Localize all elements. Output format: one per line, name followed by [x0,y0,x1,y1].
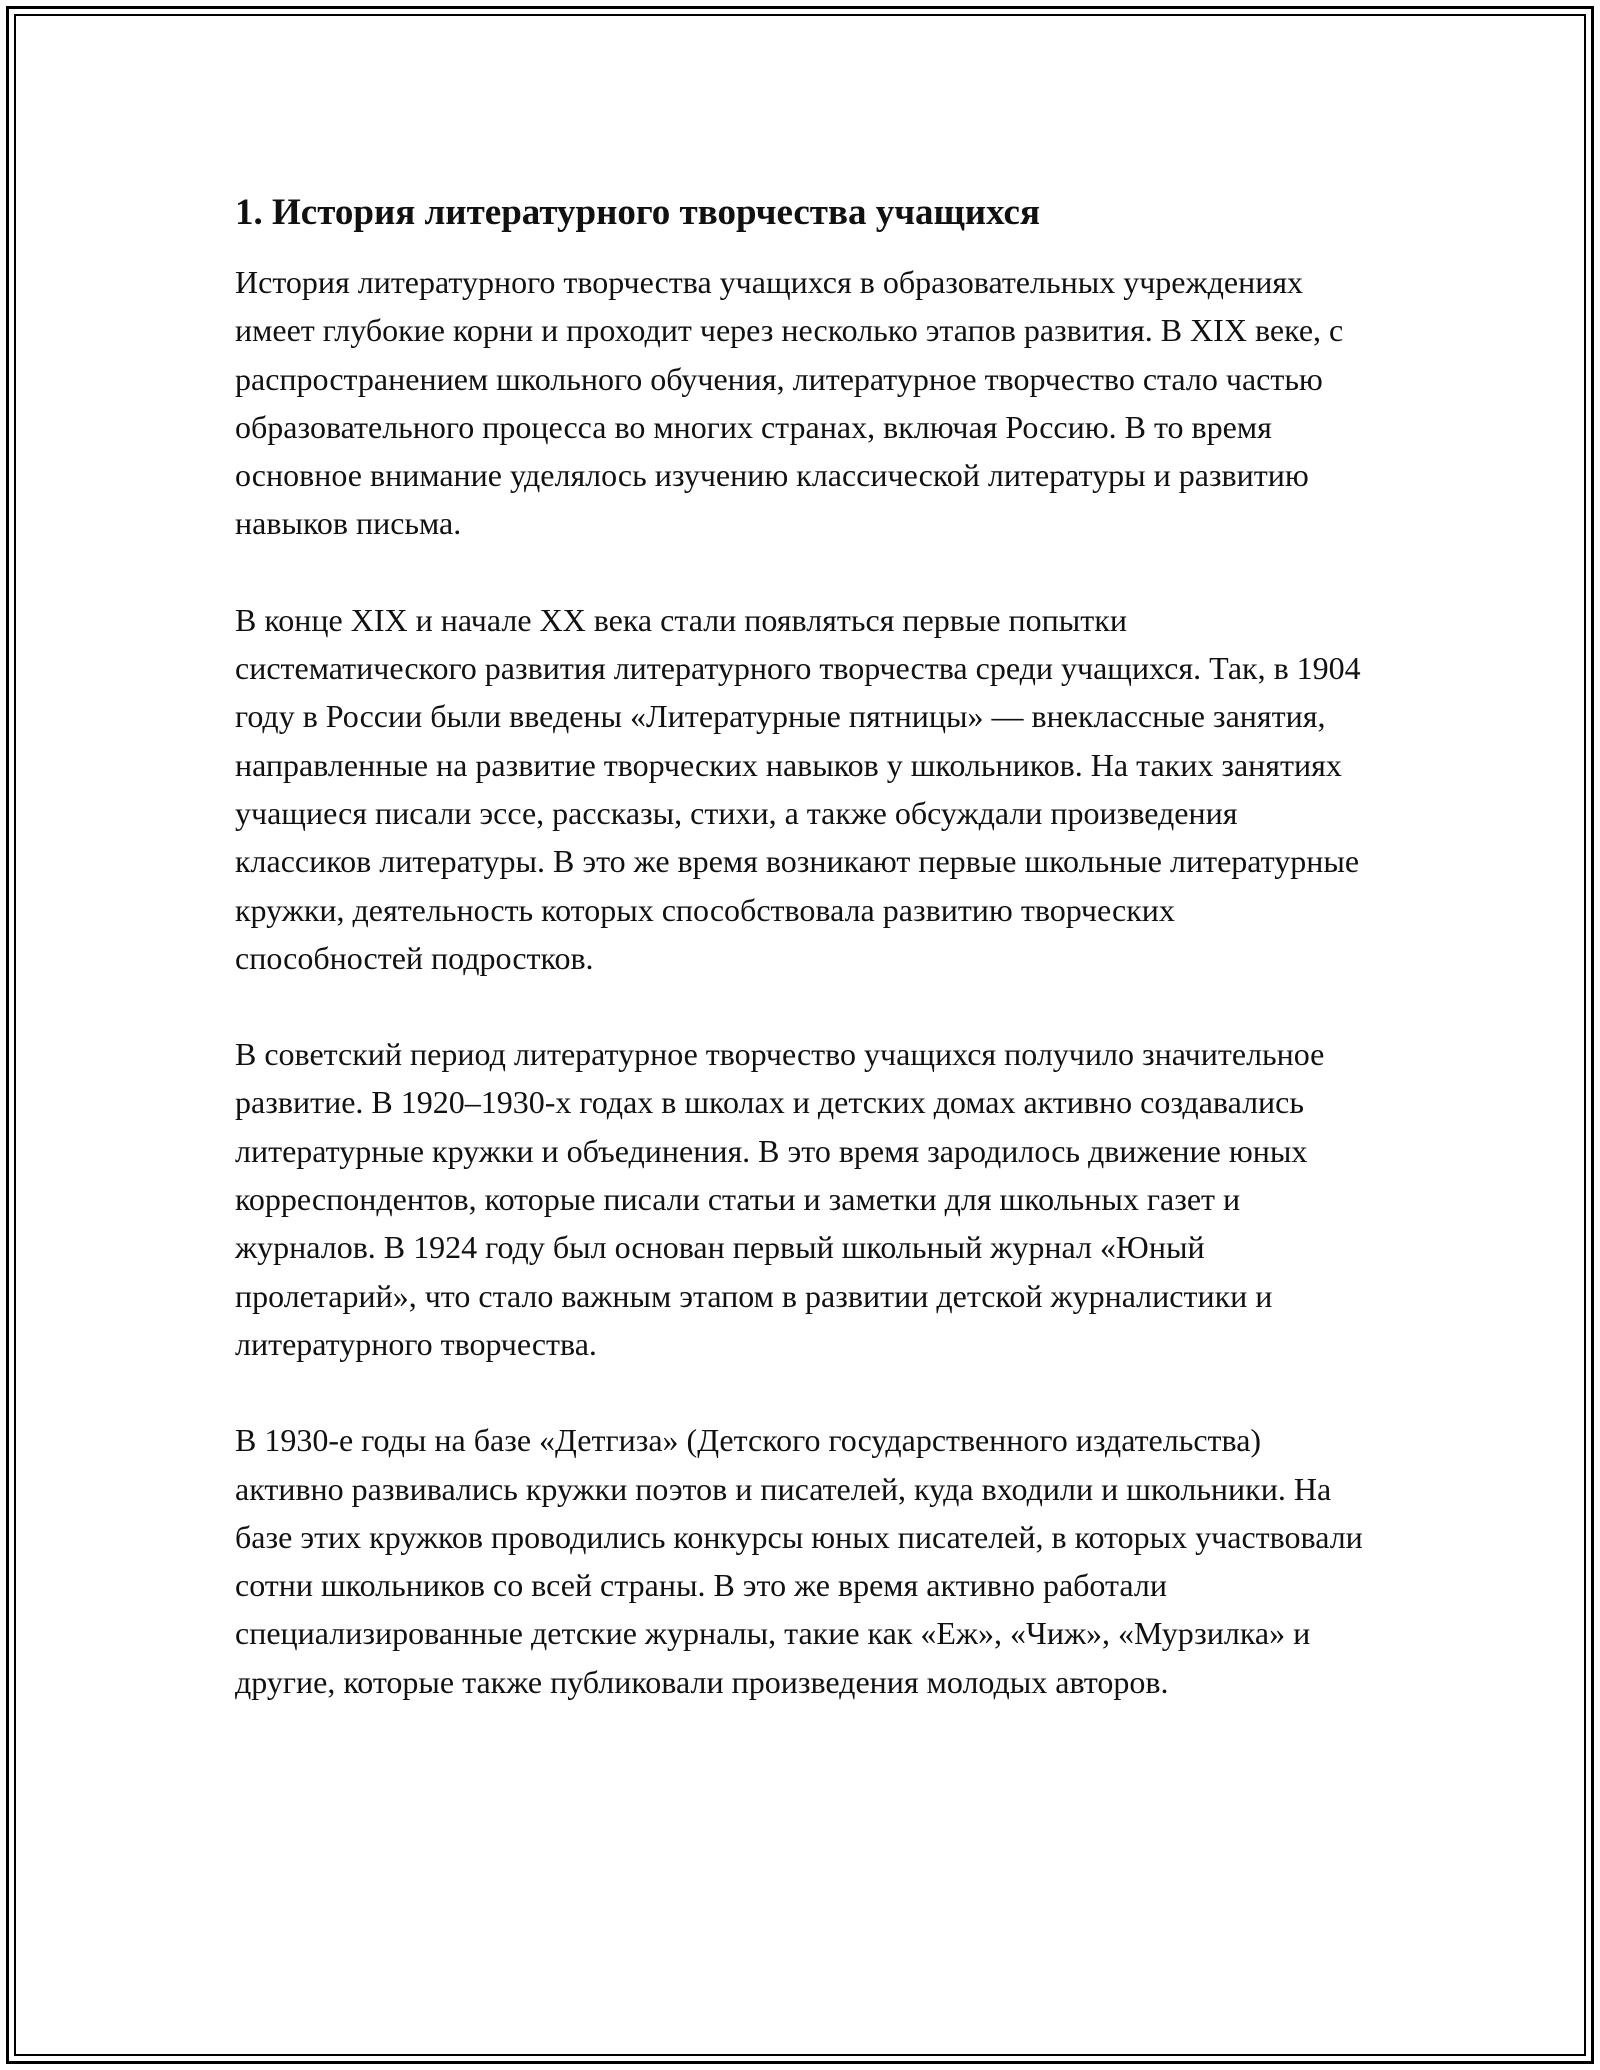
paragraph-3: В советский период литературное творчество учащихся получило значительное развитие. В 1920–1930-х годах в школах и детских домах активно создавались литературные кружки и объединения. В это время зародилось движение юных корреспондентов, которые писали статьи и заметки для школьных газет и журналов. В 1924 году был основан первый школьный журнал «Юный пролетарий», что стало важным этапом в развитии детской журналистики и литературного творчества. [235,1036,1325,1362]
paragraph-4: В 1930-е годы на базе «Детгиза» (Детского государственного издательства) активно развивались кружки поэтов и писателей, куда входили и школьники. На базе этих кружков проводились конкурсы юных писателей, в которых участвовали сотни школьников со всей страны. В это же время активно работали специализированные детские журналы, такие как «Еж», «Чиж», «Мурзилка» и другие, которые также публиковали произведения молодых авторов. [235,1422,1363,1700]
section-heading: 1. История литературного творчества учащихся [235,192,1040,233]
paragraph-1: История литературного творчества учащихся в образовательных учреждениях имеет глубокие корни и проходит через несколько этапов развития. В XIX веке, с распространением школьного обучения, литературное творчество стало частью образовательного процесса во многих странах, включая Россию. В то время основное внимание уделялось изучению классической литературы и развитию навыков письма. [235,264,1344,542]
document-body [235,188,1370,1754]
paragraph-2: В конце XIX и начале XX века стали появляться первые попытки систематического развития литературного творчества среди учащихся. Так, в 1904 году в России были введены «Литературные пятницы» — внеклассные занятия, направленные на развитие творческих навыков у школьников. На таких занятиях учащиеся писали эссе, рассказы, стихи, а также обсуждали произведения классиков литературы. В это же время возникают первые школьные литературные кружки, деятельность которых способствовала развитию творческих способностей подростков. [235,601,1361,976]
